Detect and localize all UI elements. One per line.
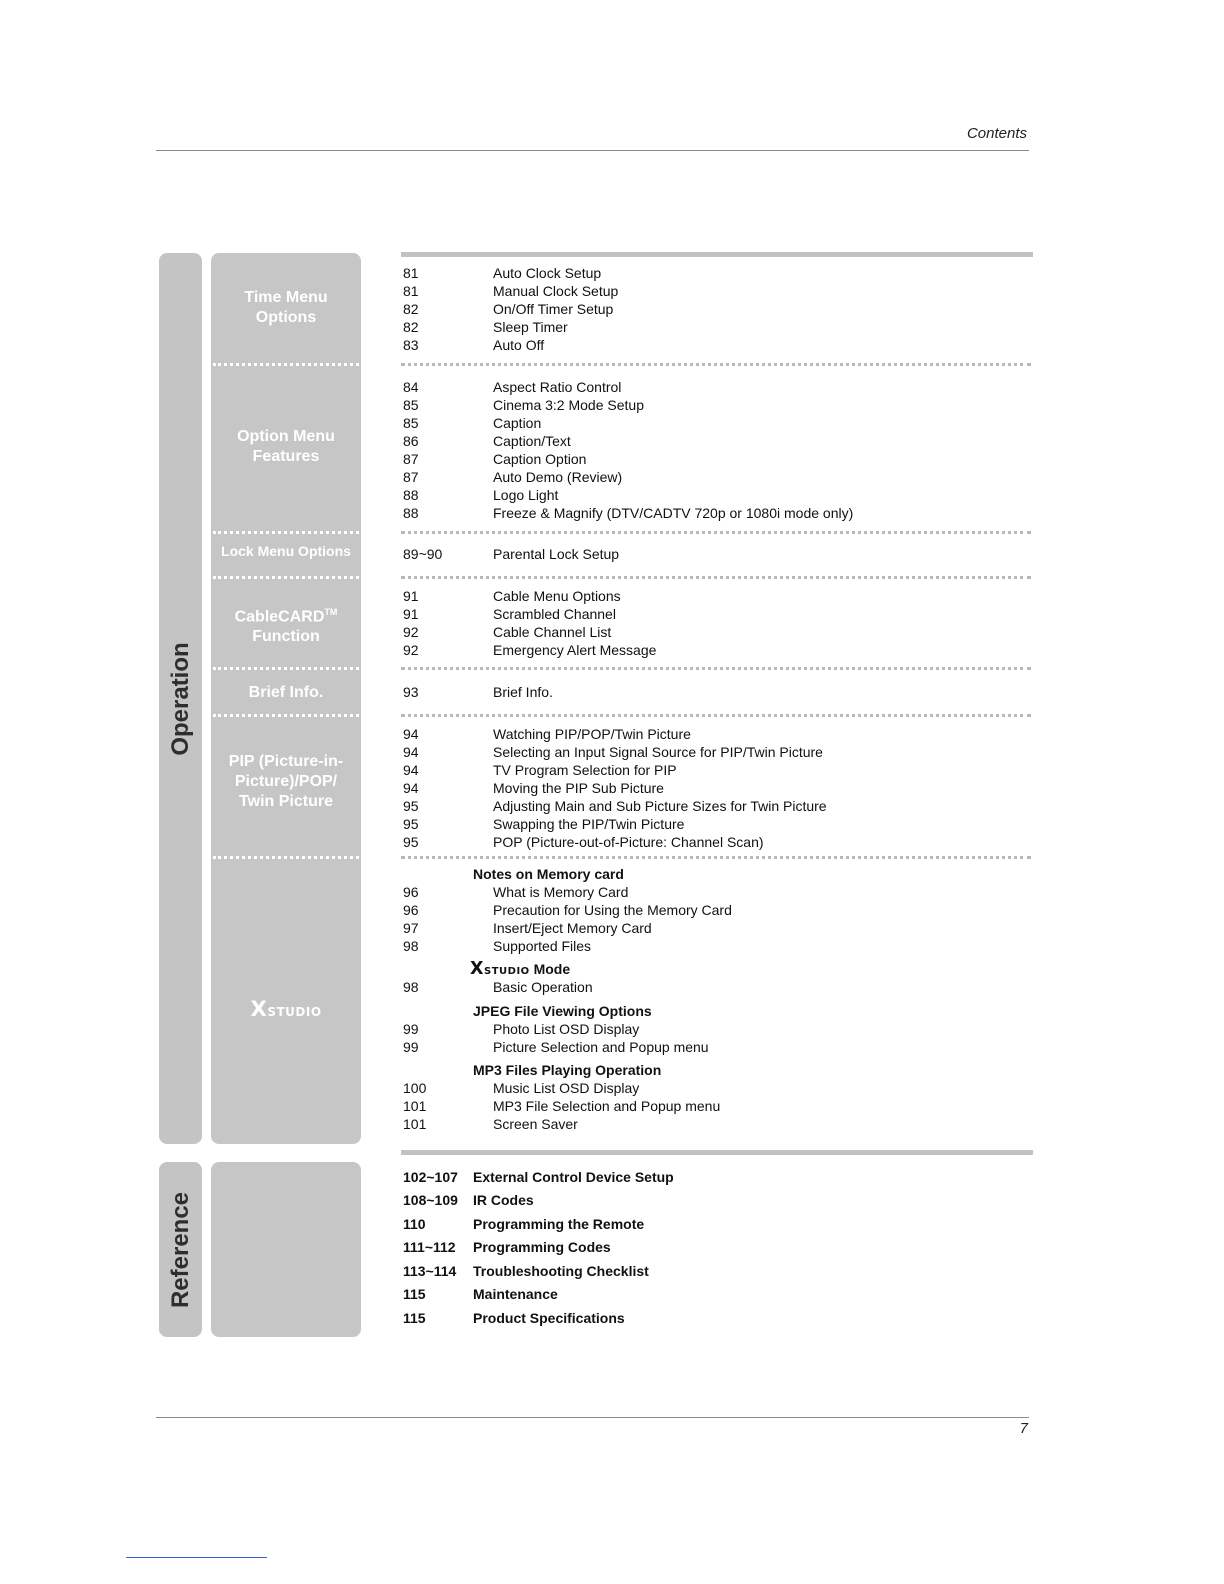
reference-tab bbox=[159, 1162, 202, 1337]
section-divider bbox=[213, 576, 359, 579]
content-divider bbox=[401, 667, 1031, 670]
content-divider bbox=[401, 856, 1031, 859]
subsection-heading-jpeg: JPEG File Viewing Options bbox=[473, 1003, 652, 1019]
section-label-cablecard: CableCARD™ Function bbox=[234, 607, 338, 646]
section-label-option-menu: Option Menu Features bbox=[237, 428, 335, 465]
section-divider bbox=[213, 531, 359, 534]
section-divider bbox=[213, 667, 359, 670]
subsection-heading-xstudio-mode: Xstudio Mode bbox=[470, 959, 571, 979]
section-label-brief-info: Brief Info. bbox=[248, 684, 324, 701]
header-rule bbox=[156, 150, 1029, 151]
subsection-heading-memory-card: Notes on Memory card bbox=[473, 866, 624, 882]
xstudio-logo: Xstudio bbox=[250, 997, 322, 1022]
content-divider bbox=[401, 531, 1031, 534]
reference-section-column bbox=[211, 1162, 361, 1337]
reference-tab-label: Reference bbox=[166, 1191, 194, 1308]
section-label-time-menu: Time Menu Options bbox=[244, 289, 328, 326]
section-divider bbox=[213, 856, 359, 859]
section-divider bbox=[213, 363, 359, 366]
subsection-heading-mp3: MP3 Files Playing Operation bbox=[473, 1062, 662, 1078]
xstudio-mode-logo: Xstudio bbox=[470, 959, 530, 979]
footer-link-underline bbox=[126, 1557, 267, 1558]
section-label-lock-menu: Lock Menu Options bbox=[221, 543, 351, 559]
content-divider bbox=[401, 363, 1031, 366]
section-divider bbox=[213, 714, 359, 717]
operation-tab-label: Operation bbox=[166, 641, 194, 756]
operation-top-bar bbox=[401, 252, 1033, 257]
section-label-pip: PIP (Picture-in- Picture)/POP/ Twin Picture bbox=[228, 753, 344, 810]
content-divider bbox=[401, 576, 1031, 579]
page-header-title: Contents bbox=[966, 125, 1027, 142]
content-divider bbox=[401, 714, 1031, 717]
reference-top-bar bbox=[401, 1150, 1033, 1155]
page-number: 7 bbox=[1019, 1420, 1028, 1437]
operation-tab bbox=[159, 253, 202, 1144]
footer-rule bbox=[156, 1417, 1029, 1418]
